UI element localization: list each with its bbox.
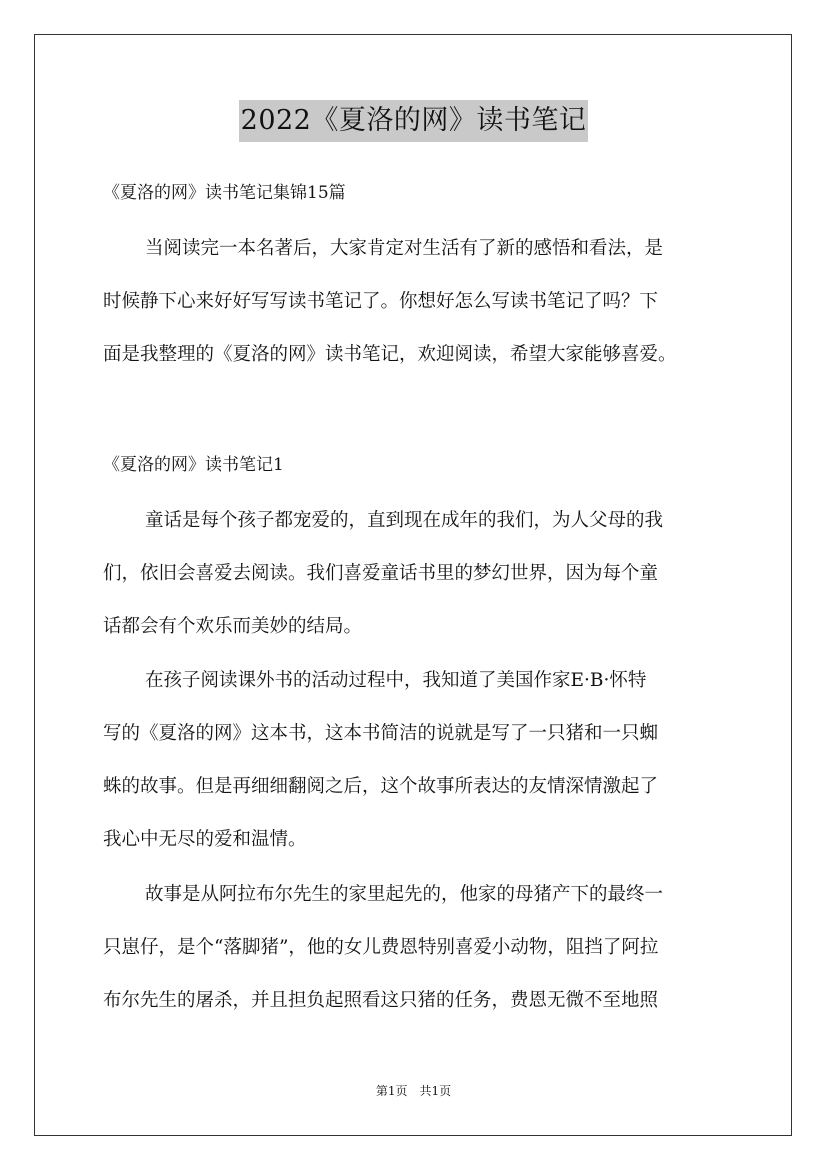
paragraph3-line-1: 故事是从阿拉布尔先生的家里起先的，他家的母猪产下的最终一: [145, 884, 664, 905]
paragraph1-line-2: 们，依旧会喜爱去阅读。我们喜爱童话书里的梦幻世界，因为每个童: [103, 563, 659, 584]
paragraph1-line-3: 话都会有个欢乐而美妙的结局。: [103, 616, 363, 637]
paragraph2-line-1: 在孩子阅读课外书的活动过程中，我知道了美国作家E·B·怀特: [145, 670, 647, 691]
document-title: 2022《夏洛的网》读书笔记: [239, 100, 589, 142]
section-heading: 《夏洛的网》读书笔记1: [103, 455, 284, 475]
paragraph3-line-2: 只崽仔，是个“落脚猪”，他的女儿费恩特别喜爱小动物，阻挡了阿拉: [103, 937, 659, 958]
intro-line-1: 当阅读完一本名著后，大家肯定对生活有了新的感悟和看法，是: [145, 238, 664, 259]
title-container: [0, 100, 827, 142]
page-footer: 第1页 共1页: [375, 1084, 452, 1098]
collection-heading: 《夏洛的网》读书笔记集锦15篇: [103, 183, 346, 203]
intro-line-3: 面是我整理的《夏洛的网》读书笔记，欢迎阅读，希望大家能够喜爱。: [103, 344, 677, 365]
paragraph2-line-3: 蛛的故事。但是再细细翻阅之后，这个故事所表达的友情深情激起了: [103, 776, 659, 797]
paragraph2-line-2: 写的《夏洛的网》这本书，这本书简洁的说就是写了一只猪和一只蜘: [103, 723, 659, 744]
paragraph3-line-3: 布尔先生的屠杀，并且担负起照看这只猪的任务，费恩无微不至地照: [103, 990, 659, 1011]
intro-line-2: 时候静下心来好好写写读书笔记了。你想好怎么写读书笔记了吗？下: [103, 291, 659, 312]
paragraph2-line-4: 我心中无尽的爱和温情。: [103, 829, 307, 850]
paragraph1-line-1: 童话是每个孩子都宠爱的，直到现在成年的我们，为人父母的我: [145, 510, 664, 531]
